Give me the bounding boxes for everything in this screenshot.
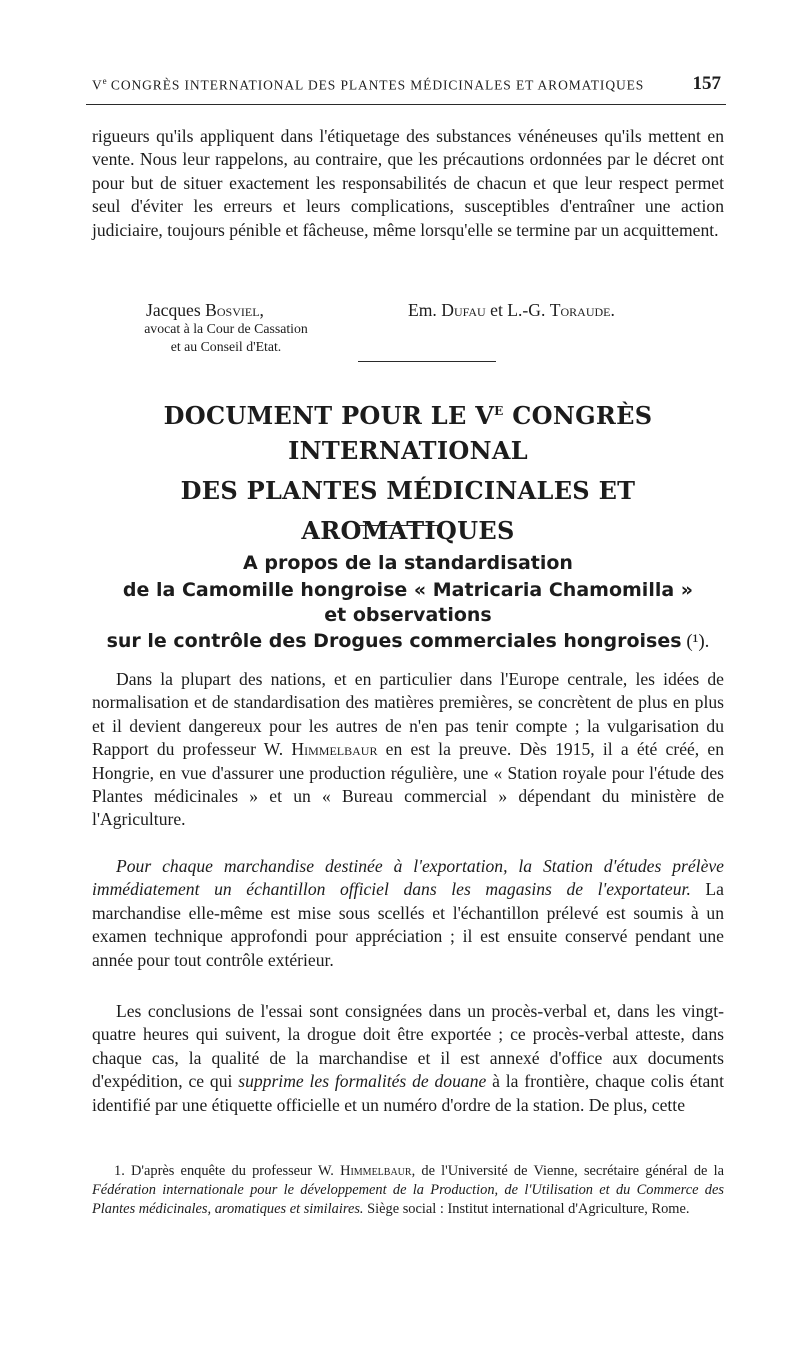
- footnote: [92, 1162, 724, 1219]
- signature-role-line-1: avocat à la Cour de Cassation: [144, 321, 308, 336]
- body-p2-italic: Pour chaque marchandise destinée à l'exportation, la Station d'études prélève immédiatement un échantillon officiel dans les magasins de l'exportateur.: [92, 856, 724, 900]
- subtitle-line-2: de la Camomille hongroise « Matricaria Chamomilla »: [122, 579, 694, 601]
- body-p1-name: Himmelbaur: [291, 739, 378, 760]
- page-number: 157: [692, 73, 721, 94]
- running-head: [92, 76, 722, 94]
- running-head-title: CONGRÈS INTERNATIONAL DES PLANTES MÉDICINALES ET AROMATIQUES: [106, 77, 645, 93]
- header-rule: [86, 104, 726, 105]
- subtitle-line-4: [92, 628, 724, 655]
- signature-dufau-toraude: [408, 300, 615, 321]
- body-paragraph-3: [92, 1000, 724, 1117]
- footnote-reference: (¹).: [681, 631, 710, 652]
- subtitle-line-3: et observations: [324, 604, 492, 626]
- signature-right-and: et L.-G.: [485, 300, 550, 320]
- footnote-name: Himmelbaur: [340, 1163, 412, 1179]
- signature-left-first: Jacques: [146, 300, 206, 320]
- document-title-1b: CONGRÈS: [503, 401, 653, 430]
- body-p1-text-b: en est la preuve. Dès 1915, il a été créé, en Hongrie, en vue d'assurer une production régulière, une « Station royale pour l'étude des Plantes médicinales » et un « Bureau commercial » dépendant du ministère de l'Agriculture.: [92, 739, 725, 830]
- body-p3-italic: supprime les formalités de douane: [238, 1071, 487, 1092]
- document-title-1a: DOCUMENT POUR LE V: [163, 401, 495, 430]
- intro-paragraph: rigueurs qu'ils appliquent dans l'étiquetage des substances vénéneuses qu'ils mettent en vente. Nous leur rappelons, au contraire, que les précautions ordonnées par le décret ont pour but de situer exactement les responsabilités de chacun et que leur respect permet seul d'éviter les erreurs et leurs complications, susceptibles d'entraîner une action judiciaire, toujours pénible et fâcheuse, même lorsqu'elle se termine par un acquittement.: [92, 126, 724, 240]
- signature-right-surname-b: Toraude.: [549, 300, 615, 320]
- body-paragraph-1: [92, 668, 724, 832]
- document-title-line-1: [92, 391, 724, 436]
- signature-right-first: Em.: [408, 300, 442, 320]
- footnote-text-b: , de l'Université de Vienne, secrétaire général de la: [411, 1163, 724, 1179]
- title-divider: [358, 525, 438, 526]
- document-title-sup: E: [494, 404, 504, 418]
- signature-left-surname: Bosviel,: [205, 300, 264, 320]
- footnote-italic: Fédération internationale pour le développement de la Production, de l'Utilisation et du Commerce des Plantes médicinales, aromatiques et similaires.: [92, 1182, 724, 1217]
- footnote-text-a: 1. D'après enquête du professeur W.: [114, 1163, 341, 1179]
- body-p1-text-a: Dans la plupart des nations, et en particulier dans l'Europe centrale, les idées de normalisation et de standardisation des matières premières, se concrètent de plus en plus et il devient dangereux pour les autres de n'en pas tenir compte ; la vulgarisation du Rapport du professeur W.: [92, 669, 724, 760]
- section-divider: [358, 361, 496, 362]
- body-p3-text-a: Les conclusions de l'essai sont consignées dans un procès-verbal et, dans les vingt-quatre heures qui suivent, la drogue doit être exportée ; ce procès-verbal atteste, dans chaque cas, la qualité de la marchandise et il est annexé d'office aux documents d'expédition, ce qui: [92, 1001, 724, 1092]
- signature-bosviel: [146, 300, 264, 321]
- footnote-text-c: Siège social : Institut international d'Agriculture, Rome.: [363, 1201, 690, 1217]
- body-p3-text-b: à la frontière, chaque colis étant identifié par une étiquette officielle et un numéro d'ordre de la station. De plus, cette: [92, 1071, 724, 1115]
- running-head-ordinal: V: [92, 77, 103, 93]
- body-paragraph-2: [92, 855, 724, 972]
- subtitle-line-4-text: sur le contrôle des Drogues commerciales hongroises: [106, 630, 682, 652]
- signature-right-surname-a: Dufau: [441, 300, 486, 320]
- signature-role-line-2: et au Conseil d'Etat.: [170, 339, 282, 354]
- body-p2-text: La marchandise elle-même est mise sous scellés et l'échantillon prélevé est soumis à un examen technique approfondi pour appréciation ; il est ensuite conservé pendant une année pour tout contrôle extérieur.: [92, 879, 724, 970]
- subtitle-line-1: A propos de la standardisation: [243, 552, 573, 574]
- document-title-line-2: INTERNATIONAL: [288, 436, 528, 465]
- running-head-ordinal-sup: e: [102, 76, 107, 86]
- document-title-line-3: DES PLANTES MÉDICINALES ET AROMATIQUES: [180, 476, 636, 545]
